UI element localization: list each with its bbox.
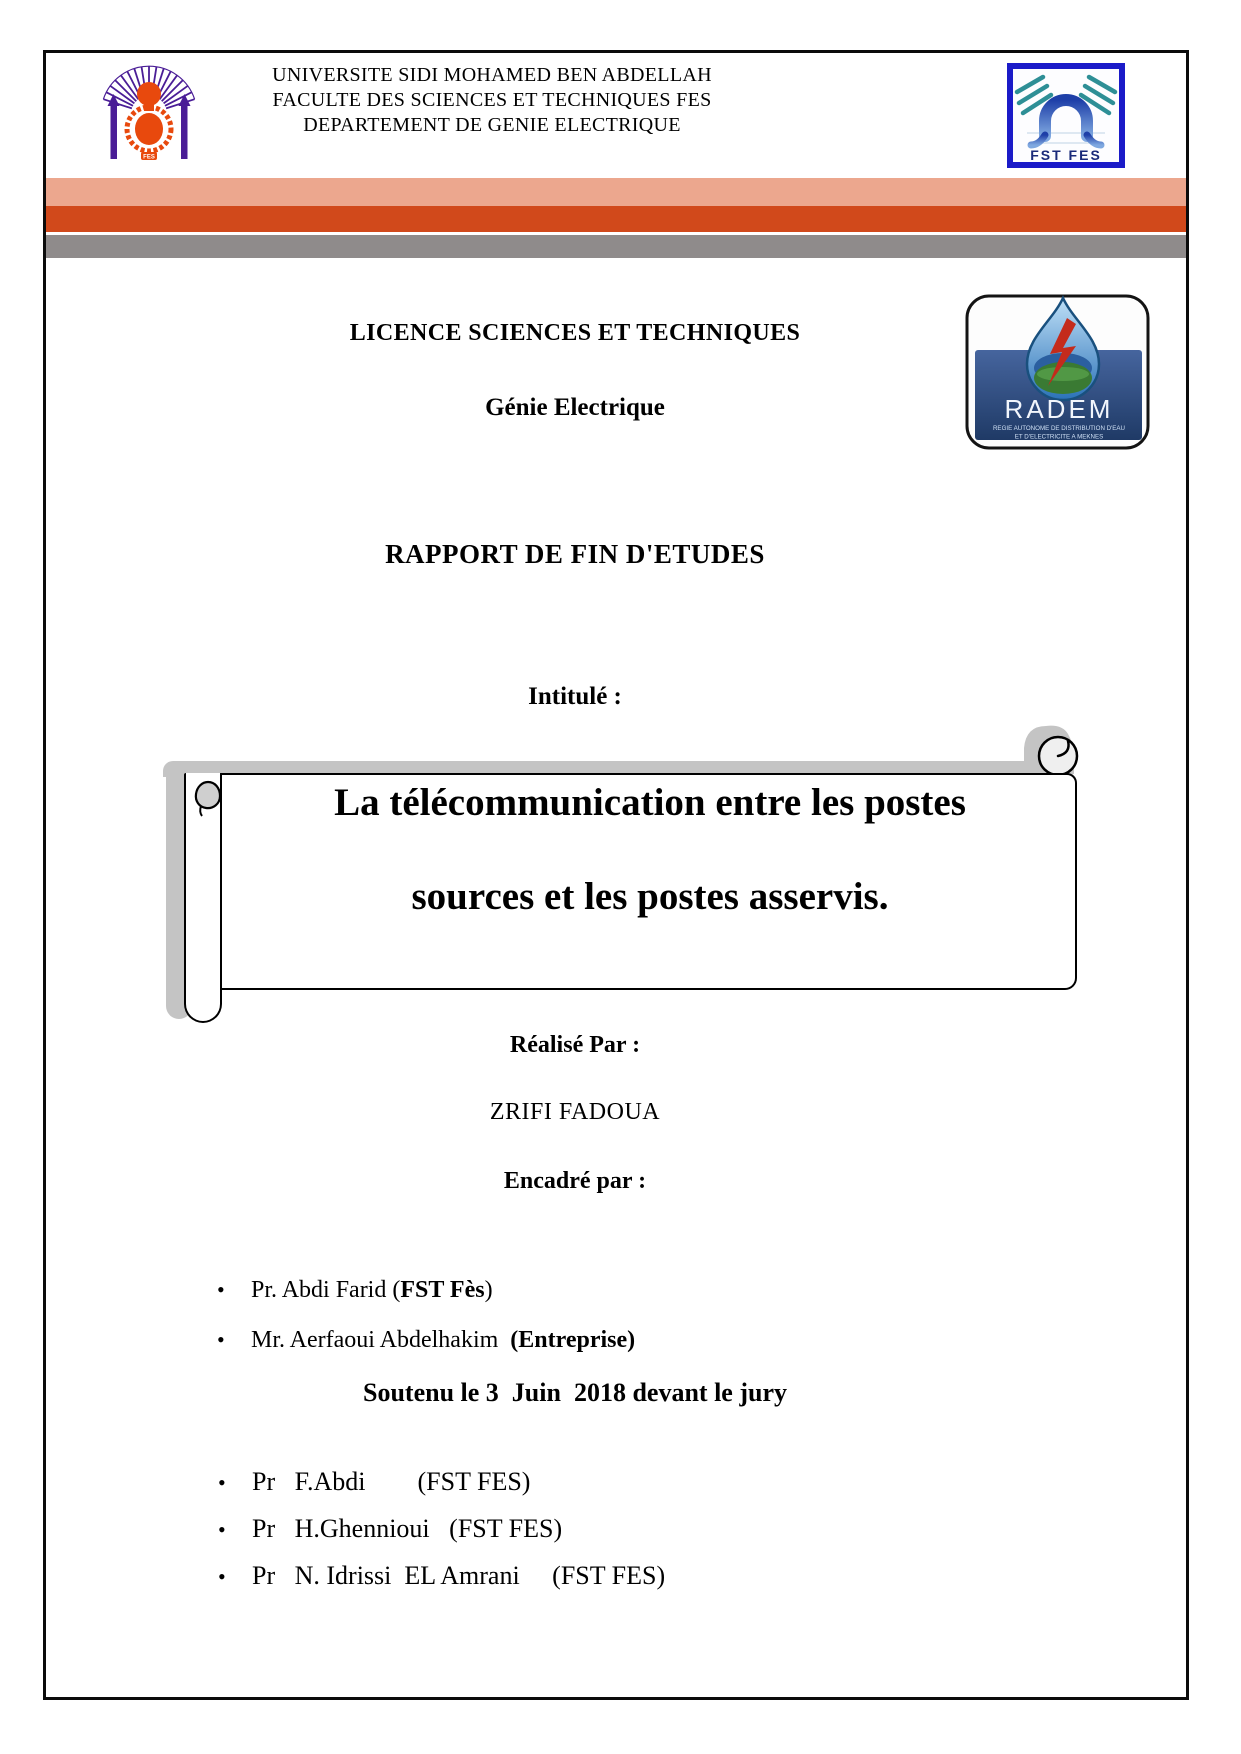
specialty-title: Génie Electrique [485,394,665,421]
bullet-icon: • [218,1517,226,1542]
header-line-university: UNIVERSITE SIDI MOHAMED BEN ABDELLAH [272,64,712,86]
supervisor-affiliation: FST Fès [400,1277,485,1303]
header-line-department: DEPARTEMENT DE GENIE ELECTRIQUE [303,114,681,136]
jury-member-text: Pr F.Abdi (FST FES) [252,1467,531,1496]
bullet-icon: • [218,1470,226,1495]
university-logo [100,56,198,172]
radem-logo [963,292,1152,452]
program-title: LICENCE SCIENCES ET TECHNIQUES [349,320,801,346]
encadre-par-label: Encadré par : [503,1168,647,1194]
radem-logo-name: RADEM [1004,394,1114,424]
fst-fes-logo-text: FST FES [1030,147,1102,163]
radem-subtitle-1: REGIE AUTONOME DE DISTRIBUTION D'EAU [992,425,1126,432]
report-title-line-2: sources et les postes asservis. [411,875,889,918]
header-institution-block [212,63,772,138]
radem-subtitle-2: ET D'ELECTRICITE A MEKNES [1014,433,1104,441]
jury-member-text: Pr H.Ghennioui (FST FES) [252,1514,563,1543]
intitule-label: Intitulé : [528,683,622,710]
radem-logo-icon [963,292,1152,452]
supervisor-text: Pr. Abdi Farid ( [251,1277,401,1303]
header-line-faculty: FACULTE DES SCIENCES ET TECHNIQUES FES [272,89,712,111]
realise-par-label: Réalisé Par : [509,1032,641,1058]
supervisor-item [205,1300,1105,1354]
supervisor-affiliation: (Entreprise) [510,1327,636,1353]
jury-member-item [205,1531,1105,1591]
supervisor-item: • Pr. Abdi Farid (FST Fès) [217,1277,493,1303]
fst-fes-logo [1007,63,1125,168]
author-name: ZRIFI FADOUA [489,1099,661,1125]
bullet-icon: • [217,1327,225,1352]
fst-fes-logo-icon [1007,63,1125,168]
defense-date-line: Soutenu le 3 Juin 2018 devant le jury [363,1378,787,1407]
banner-stripe-orange [46,206,1186,232]
emblem-caption: FES [143,154,155,161]
scroll-left-curl-icon [192,780,222,823]
jury-member-text: Pr N. Idrissi EL Amrani (FST FES) [252,1561,666,1590]
bullet-icon: • [218,1564,226,1589]
supervisor-text: Mr. Aerfaoui Abdelhakim [251,1327,511,1353]
bullet-icon: • [217,1277,225,1302]
banner-stripe-gray [46,235,1186,258]
banner-stripe-salmon [46,178,1186,206]
report-type-title: RAPPORT DE FIN D'ETUDES [385,539,765,569]
report-title-line-1: La télécommunication entre les postes [334,781,966,824]
university-emblem-icon [100,56,198,172]
